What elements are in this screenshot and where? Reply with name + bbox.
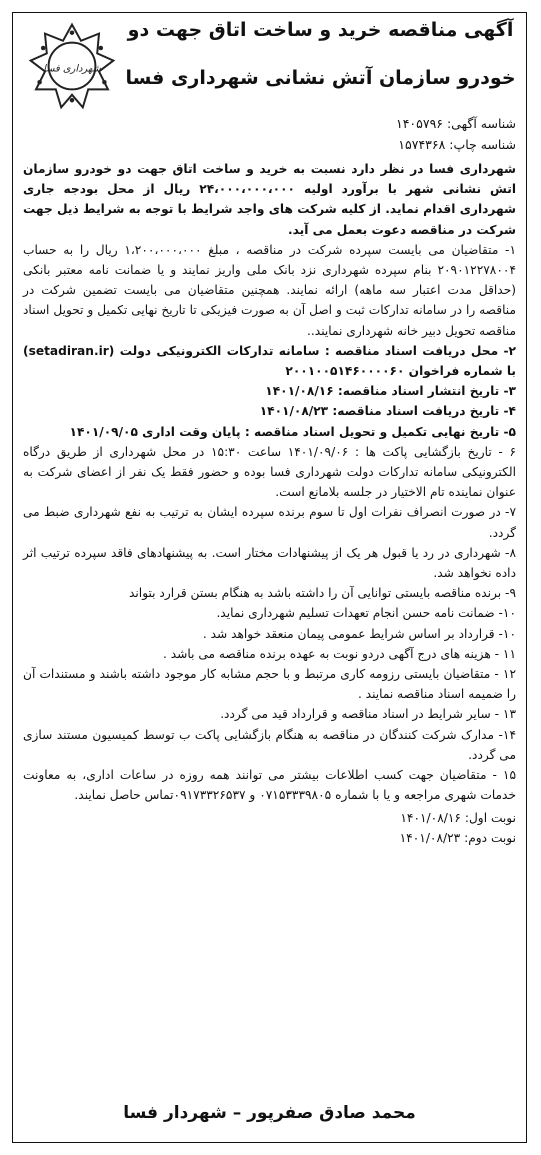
round-first: نوبت اول: ۱۴۰۱/۰۸/۱۶ — [400, 810, 516, 825]
notice-item-10b: ۱۰- قرارداد بر اساس شرایط عمومی پیمان منعقد خواهد شد . — [202, 626, 516, 641]
municipality-logo-icon — [27, 21, 117, 111]
notice-title-line2: خودرو سازمان آتش نشانی شهرداری فسا — [125, 67, 516, 89]
print-id: شناسه چاپ: ۱۵۷۴۳۶۸ — [398, 137, 516, 152]
notice-item-14: ۱۴- مدارک شرکت کنندگان در مناقصه به هنگام بازگشایی پاکت ب توسط کمیسیون مستند سازی می گردد. — [23, 727, 516, 762]
notice-item-3: ۳- تاریخ انتشار اسناد مناقصه: ۱۴۰۱/۰۸/۱۶ — [265, 384, 516, 399]
publication-rounds — [23, 808, 516, 848]
notice-id: شناسه آگهی: ۱۴۰۵۷۹۶ — [396, 116, 516, 131]
signature: محمد صادق صفرپور – شهردار فسا — [123, 1103, 416, 1123]
notice-item-7: ۷- در صورت انصراف نفرات اول تا سوم برنده سپرده ایشان به ترتیب به نفع شهرداری ضبط می گردد. — [23, 505, 516, 540]
logo-text: شهرداری فسا — [43, 63, 101, 75]
notice-item-5: ۵- تاریخ نهایی تکمیل و تحویل اسناد مناقصه : پایان وقت اداری ۱۴۰۱/۰۹/۰۵ — [69, 424, 516, 439]
notice-item-12: ۱۲ - متقاضیان بایستی رزومه کاری مرتبط و با حجم مشابه کار موجود داشته باشند و مستندات آن را ضمیمه اسناد مناقصه نمایند . — [23, 667, 516, 702]
notice-body — [23, 159, 516, 848]
notice-item-13: ۱۳ - سایر شرایط در اسناد مناقصه و قرارداد قید می گردد. — [220, 707, 516, 722]
notice-item-1: ۱- متقاضیان می بایست سپرده شرکت در مناقصه ، مبلغ ۱،۲۰۰،۰۰۰،۰۰۰ ریال را به حساب ۲۰۹۰۱۲۲۷۸۰۰۴ بنام سپرده شهرداری نزد بانک ملی واریز نمایند و یا ضمانت نامه معتبر بانکی (حداقل مدت اعتبار سه ماهه) ارائه نمایند. همچنین متقاضیان می بایست تضمین شرکت در مناقصه را در سامانه تدارکات ثبت و اصل آن به صورت فیزیکی تا تاریخ نهایی تکمیل و تحویل اسناد مناقصه تحویل دبیر خانه شهرداری نمایند.. — [23, 242, 516, 338]
notice-item-15: ۱۵ - متقاضیان جهت کسب اطلاعات بیشتر می توانند همه روزه در ساعات اداری، به معاونت خدمات شهری مراجعه و یا با شماره ۰۷۱۵۳۳۳۹۸۰۵ و ۰۹۱۷۳۳۲۶۵۳۷تماس حاصل نمایند. — [23, 768, 516, 803]
tender-notice — [12, 12, 527, 1143]
notice-header — [13, 13, 526, 111]
notice-item-6: ۶ - تاریخ بازگشایی پاکت ها : ۱۴۰۱/۰۹/۰۶ ساعت ۱۵:۳۰ در محل شهرداری از طریق درگاه الکترونیکی سامانه تدارکات دولت شهرداری فسا بوده و حضور فقط یک نفر از اعضای شرکت به عنوان نماینده تام الاختیار در جلسه بلامانع است. — [23, 444, 516, 500]
notice-item-2: ۲- محل دریافت اسناد مناقصه : سامانه تدارکات الکترونیکی دولت (setadiran.ir) با شماره فراخوان ۲۰۰۱۰۰۵۱۴۶۰۰۰۰۶۰ — [23, 343, 516, 379]
notice-identifiers — [396, 113, 516, 155]
notice-item-8: ۸- شهرداری در رد یا قبول هر یک از پیشنهادات مختار است. به پیشنهادهای فاقد سپرده ترتیب اثر داده نخواهد شد. — [23, 545, 516, 581]
notice-intro: شهرداری فسا در نظر دارد نسبت به خرید و ساخت اتاق جهت دو خودرو سازمان اتش نشانی شهر با برآورد اولیه ۲۴،۰۰۰،۰۰۰،۰۰۰ ریال از محل بودجه جاری شهرداری اقدام نماید. از کلیه شرکت های واجد شرایط با توجه به شرایط ذیل جهت شرکت در مناقصه دعوت بعمل می آید. — [23, 162, 516, 237]
round-second: نوبت دوم: ۱۴۰۱/۰۸/۲۳ — [399, 830, 516, 845]
notice-item-4: ۴- تاریخ دریافت اسناد مناقصه: ۱۴۰۱/۰۸/۲۳ — [259, 404, 516, 419]
notice-item-11: ۱۱ - هزینه های درج آگهی دردو نوبت به عهده برنده مناقصه می باشد . — [163, 646, 516, 661]
notice-item-9: ۹- برنده مناقصه بایستی توانایی آن را داشته باشد به هنگام بستن قرارد بتواند — [129, 586, 516, 601]
notice-title-line1: آگهی مناقصه خرید و ساخت اتاق جهت دو — [127, 19, 514, 41]
notice-item-10a: ۱۰- ضمانت نامه حسن انجام تعهدات تسلیم شهرداری نماید. — [216, 606, 516, 621]
